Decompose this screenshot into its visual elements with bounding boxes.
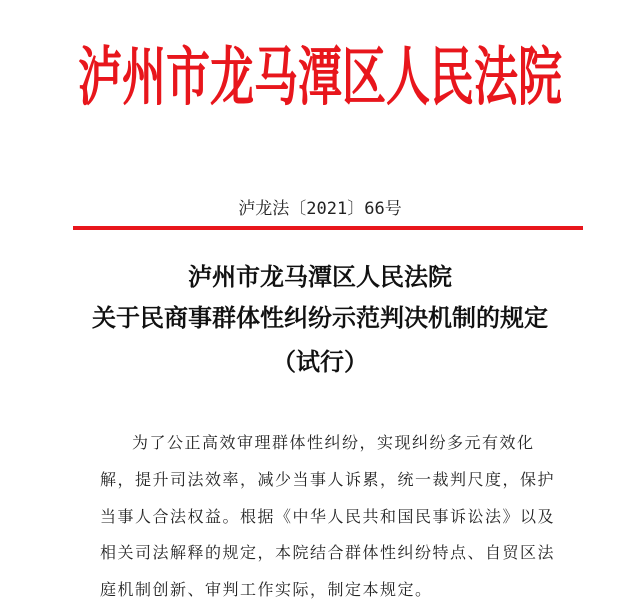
body-line: 为了公正高效审理群体性纠纷，实现纠纷多元有效化: [132, 433, 535, 452]
body-line: 庭机制创新、审判工作实际，制定本规定。: [100, 580, 433, 599]
body-line: 解，提升司法效率，减少当事人诉累，统一裁判尺度，保护: [100, 470, 556, 489]
title-line-2: 关于民商事群体性纠纷示范判决机制的规定: [92, 304, 548, 332]
title-line-3: （试行）: [272, 348, 368, 376]
body-line: 当事人合法权益。根据《中华人民共和国民事诉讼法》以及: [100, 507, 556, 526]
issuing-organization-header: 泸州市龙马潭区人民法院: [78, 41, 562, 116]
title-line-1: 泸州市龙马潭区人民法院: [188, 263, 452, 291]
red-divider-line: [73, 226, 583, 230]
document-number: 泸龙法〔2021〕66号: [238, 199, 402, 219]
body-line: 相关司法解释的规定，本院结合群体性纠纷特点、自贸区法: [100, 543, 556, 562]
